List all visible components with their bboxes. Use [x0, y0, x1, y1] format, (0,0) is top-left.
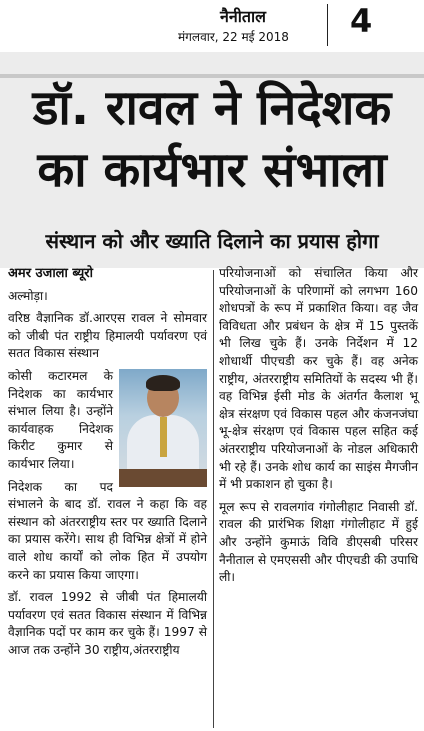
paragraph-5: मूल रूप से रावलगांव गंगोलीहाट निवासी डॉ. रावल की प्रारंभिक शिक्षा गंगोलीहाट में हुई और उन्होंने कुमाऊं विवि डीएसबी परिसर नैनीताल से एमएससी और पीएचडी की उपाधि ली।	[219, 499, 418, 585]
paragraph-1-top: वरिष्ठ वैज्ञानिक डॉ.आरएस रावल ने सोमवार को जीबी पंत राष्ट्रीय हिमालयी पर्यावरण एवं सतत विकास संस्थान	[8, 311, 207, 361]
photo-desk	[119, 469, 207, 487]
headline-line-2: का कार्यभार संभाला	[37, 142, 387, 198]
header-divider	[327, 4, 328, 46]
photo-hair	[146, 375, 180, 391]
paragraph-4: परियोजनाओं को संचालित किया और परियोजनाओं के परिणामों को लगभग 160 शोधपत्रों के रूप में प्रकाशित किया। वह जैव विविधता और प्रबंधन के क्षेत्र में 15 पुस्तकें भी लिख चुके हैं। उनके निर्देशन में 12 शोधार्थी पीएचडी कर चुके हैं। वह अनेक राष्ट्रीय, अंतरराष्ट्रीय समितियों के सदस्य भी हैं। वह विभिन्न ईसी मोड के अंतर्गत कैलाश भू क्षेत्र संरक्षण एवं विकास पहल और कंजनजंघा भू-क्षेत्र संरक्षण एवं विकास पहल सहित कई अंतरराष्ट्रीय परियोजनाओं के नोडल अधिकारी भी रहे हैं। उनके शोध कार्य का साइंस मैगजीन में भी प्रकाशन हो चुका है।	[219, 266, 418, 492]
portrait-photo	[119, 369, 207, 487]
paragraph-2: निदेशक का पद संभालने के बाद डॉ. रावल ने कहा कि वह संस्थान को अंतरराष्ट्रीय स्तर पर ख्याति दिलाने का प्रयास करेंगे। साथ ही विभिन्न क्षेत्रों में होने वाले शोध कार्यों को लोक हित में उपयोग करने का प्रयास किया जाएगा।	[8, 479, 207, 582]
article-column-1	[8, 265, 207, 664]
edition-place: नैनीताल	[220, 7, 267, 26]
paragraph-1-wrap: कोसी कटारमल के निदेशक का कार्यभार संभाल लिया है। उन्होंने कार्यवाहक निदेशक किरीट कुमार से कार्यभार लिया।	[8, 368, 113, 471]
page-number: 4	[350, 2, 373, 40]
byline: अमर उजाला ब्यूरो	[8, 266, 93, 281]
paragraph-3: डॉ. रावल 1992 से जीबी पंत हिमालयी पर्यावरण एवं सतत विकास संस्थान में विभिन्न वैज्ञानिक पदों पर काम कर चुके हैं। 1997 से आज तक उन्होंने 30 राष्ट्रीय,अंतरराष्ट्रीय	[8, 590, 207, 657]
edition-date: मंगलवार, 22 मई 2018	[178, 30, 289, 44]
dateline: अल्मोड़ा।	[8, 288, 48, 303]
subheadline: संस्थान को और ख्याति दिलाने का प्रयास होगा	[45, 229, 379, 253]
column-divider	[213, 270, 214, 728]
page-header	[0, 0, 424, 52]
headline-line-1: डॉ. रावल ने निदेशक	[32, 80, 392, 136]
article-column-2	[219, 265, 418, 592]
photo-tie	[160, 417, 167, 457]
